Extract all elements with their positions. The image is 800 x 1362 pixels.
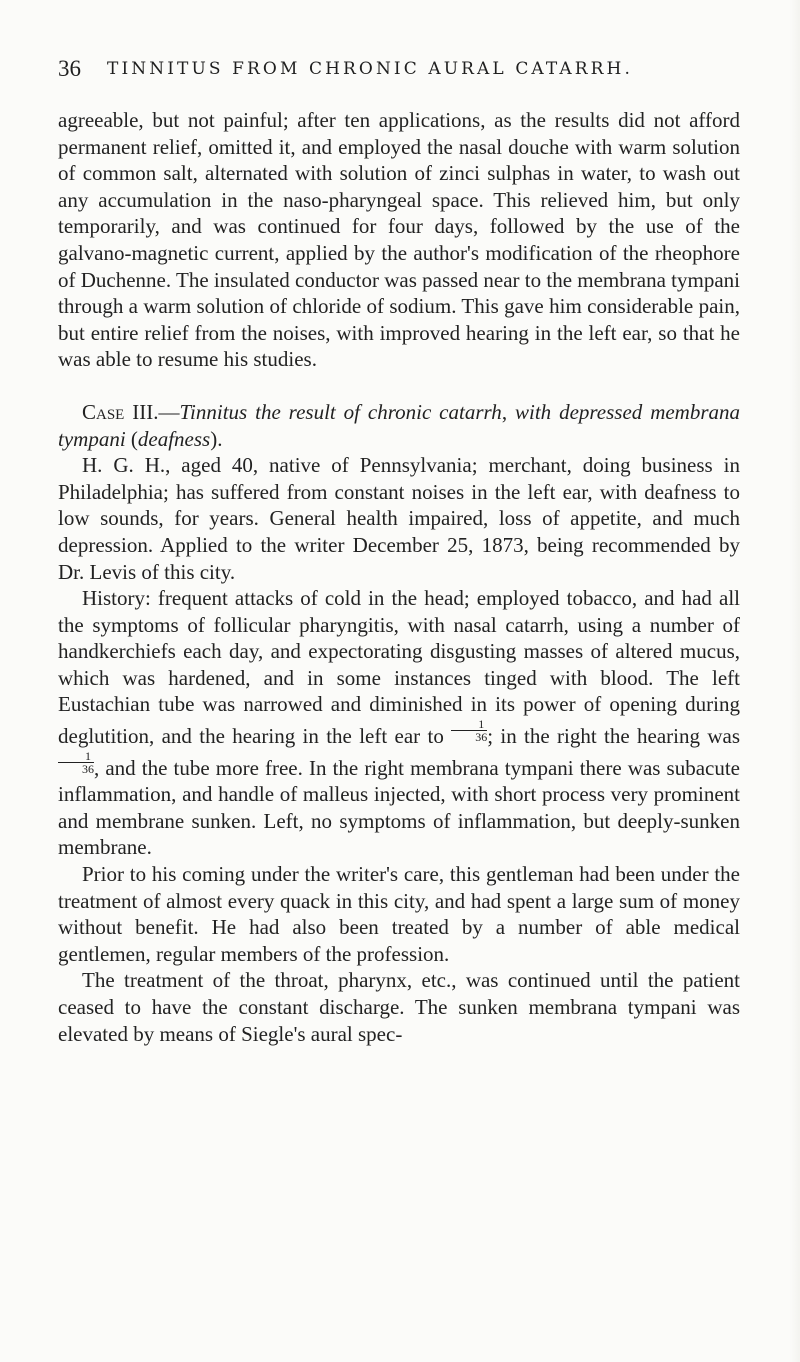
case-deafness: deafness [137, 426, 211, 451]
history-text-start: History: frequent attacks of cold in the head; employed tobacco, and had all the symptoms of follicular pharyngitis, with nasal catarrh, using a number of handkerchiefs each day, and expectorating disgusting masses of altered mucus, which was hardened, and in some instances tinged with blood. The left Eustachian tube was narrowed and diminished in its power of opening during deglutition, and the hearing in the left ear to [58, 586, 740, 749]
page-header [58, 56, 738, 86]
page-edge-shadow [790, 0, 800, 1362]
paragraph-prior-treatment: Prior to his coming under the writer's care, this gentleman had been under the treatment of almost every quack in this city, and had spent a large sum of money without benefit. He had also been treated by a number of able medical gentlemen, regular members of the profession. [58, 862, 740, 966]
paragraph-patient: H. G. H., aged 40, native of Pennsylvania; merchant, doing business in Philadelphia; has suffered from constant noises in the left ear, with deafness to low sounds, for years. General health impaired, loss of appetite, and much depression. Applied to the writer December 25, 1873, being recommended by Dr. Levis of this city. [58, 453, 740, 584]
fraction-right-ear [58, 750, 94, 775]
case-title [180, 400, 502, 424]
paragraph-history [58, 585, 740, 861]
running-title: TINNITUS FROM CHRONIC AURAL CATARRH. [107, 59, 633, 79]
paragraph-continuation: agreeable, but not painful; after ten applications, as the results did not afford permanent relief, omitted it, and employed the nasal douche with warm solution of common salt, alternated with solution of zinci sulphas in water, to wash out any accumulation in the naso-pharyngeal space. This relieved him, but only temporarily, and was continued for four days, followed by the use of the galvano-magnetic current, applied by the author's modification of the rheophore of Duchenne. The insulated conductor was passed near to the membrana tympani through a warm solution of chloride of sodium. This gave him considerable pain, but entire relief from the noises, with improved hearing in the left ear, so that he was able to resume his studies. [58, 108, 740, 372]
case-title-text: Tinnitus the result of chronic catarrh [179, 399, 502, 424]
fraction-right-numerator: 1 [58, 750, 94, 763]
paragraph-treatment: The treatment of the throat, pharynx, etc., was continued until the patient ceased to have the constant discharge. The sunken membrana tympani was elevated by means of Siegle's aural spec- [58, 968, 740, 1046]
case-paren-open: ( [125, 426, 138, 451]
case-heading [58, 399, 740, 452]
history-text-mid: ; in the right the hearing was [487, 724, 740, 749]
fraction-left-ear [451, 718, 487, 743]
case-paren-close: ). [210, 426, 223, 451]
page-number: 36 [58, 56, 81, 81]
fraction-right-denominator: 36 [82, 761, 94, 776]
case-label: Case III. [82, 399, 159, 424]
body-text [58, 107, 740, 1047]
fraction-left-numerator: 1 [451, 718, 487, 731]
case-comma: , [501, 399, 515, 424]
fraction-left-denominator: 36 [475, 730, 488, 745]
case-subtitle-text: with depressed membrana tympani [58, 399, 741, 451]
history-text-end: , and the tube more free. In the right membrana tympani there was subacute inflammation, and handle of malleus injected, with short process very prominent and membrane sunken. Left, no symptoms of inflammation, but deeply-sunken membrane. [58, 755, 740, 860]
case-dash: — [158, 399, 180, 424]
